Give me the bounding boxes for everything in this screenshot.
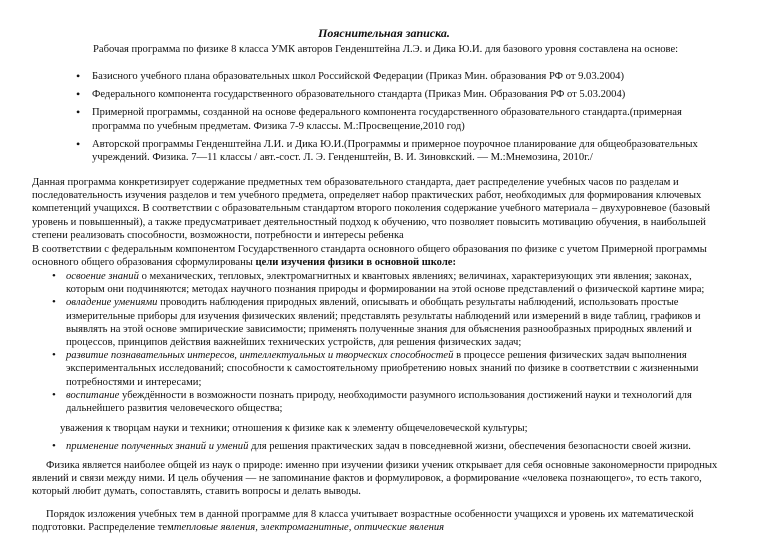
topic-order-text: Порядок изложения учебных тем в данной программе для 8 класса учитывает возрастные особенности учащихся и уровень их математической подготовки. Распределение тем (32, 509, 694, 534)
goal-item (66, 349, 732, 389)
goals-list (66, 270, 732, 415)
goal-term: развитие познавательных интересов, интеллектуальных и творческих способностей (66, 350, 454, 362)
intro-line: Рабочая программа по физике 8 класса УМК авторов Генденштейна Л.Э. и Дика Ю.И. для базового уровня составлена на основе: (93, 44, 679, 55)
goal-text: для решения практических задач в повседневной жизни, обеспечения безопасности своей жизни. (251, 441, 691, 452)
goal-text: проводить наблюдения природных явлений, описывать и обобщать результаты наблюдений, использовать простые измерительные приборы для изучения физических явлений; представлять результаты наблюдений или измерений в виде таблиц, графиков и выявлять на этой основе эмпирические зависимости; применять полученные знания для объяснения разнообразных природных явлений и процессов, принципов действия важнейших технических устройств, для решения физических задач; (66, 297, 701, 349)
respect-line: уважения к творцам науки и техники; отношения к физике как к элементу общечеловеческой культуры; (60, 423, 528, 434)
goal-term: овладение умениями (66, 297, 158, 309)
goal-term: освоение знаний (66, 271, 139, 282)
goals-intro-text: В соответствии с федеральным компонентом Государственного стандарта основного общего образования по физике с учетом Примерной программы основного общего образования сформулированы (32, 244, 707, 269)
goals-heading: цели изучения физики в основной школе: (255, 257, 457, 269)
goal-text: в процессе решения физических задач выполнения экспериментальных исследований; способности к самостоятельному приобретению новых знаний по физике в соответствии с жизненными потребностями и интересами; (66, 350, 699, 388)
paragraph-program-description: Данная программа конкретизирует содержание предметных тем образовательного стандарта, дает распределение учебных часов по разделам и последовательность изучения разделов и тем учебного предмета, определяет набор практических работ, необходимых для формирования ключевых компетенций учащихся. В соответствии с образовательным стандартом второго поколения содержание учебного материала – двухуровневое (базовый уровень и повышенный), а также предусматривает деятельностный подход к обучению, что позволяет повысить мотивацию обучения, в наибольшей степени реализовать способности, возможности, потребности и интересы ребенка (32, 177, 711, 241)
source-item: • Федерального компонента государственного образовательного стандарта (Приказ Мин. Образования РФ от 5.03.2004) (92, 88, 732, 101)
paragraph-topic-order (32, 508, 740, 534)
goal-item (66, 389, 732, 415)
last-goal-list (66, 440, 746, 453)
goal-text: убеждённости в возможности познать природу, необходимости разумного использования достижений науки и технологий для дальнейшего развития человеческого общества; (66, 389, 692, 415)
source-item: • Примерной программы, созданной на основе федерального компонента государственного образовательного стандарта.(примерная программа по учебным предметам. Физика 7-9 классы. М.:Просвещение,2010 год) (92, 106, 732, 132)
goal-item (66, 270, 732, 296)
source-item: • Авторской программы Генденштейна Л.И. и Дика Ю.И.(Программы и примерное поурочное планирование для общеобразовательных учреждений. Физика. 7—11 классы / авт.-сост. Л. Э. Генденштейн, В. И. Зиновкский. — М.:Мнемозина, 2010г./ (92, 138, 732, 164)
physics-role-text: Физика является наиболее общей из наук о природе: именно при изучении физики ученик открывает для себя основные закономерности природных явлений и связи между ними. И цель обучения — не запоминание фактов и формулировок, а формирование «человека познающего», то есть такого, который любит думать, сопоставлять, ставить вопросы и делать выводы. (32, 460, 718, 498)
paragraph-physics-role (32, 459, 740, 499)
goal-term: применение полученных знаний и умений (66, 441, 249, 452)
goal-term: воспитание (66, 389, 120, 401)
document-title: Пояснительная записка. (318, 26, 450, 40)
topic-order-topics: тепловые явления, электромагнитные, оптические явления (173, 522, 445, 534)
goal-text: о механических, тепловых, электромагнитных и квантовых явлениях; величинах, характеризующих эти явления; законах, которым они подчиняются; методах научного познания природы и формировании на этой основе представлений о физической картине мира; (66, 271, 705, 296)
paragraph-goals-intro (32, 243, 740, 269)
goal-item (66, 296, 732, 349)
goal-item (66, 440, 746, 453)
source-item: • Базисного учебного плана образовательных школ Российской Федерации (Приказ Мин. образования РФ от 9.03.2004) (92, 70, 732, 83)
sources-list (92, 70, 732, 169)
